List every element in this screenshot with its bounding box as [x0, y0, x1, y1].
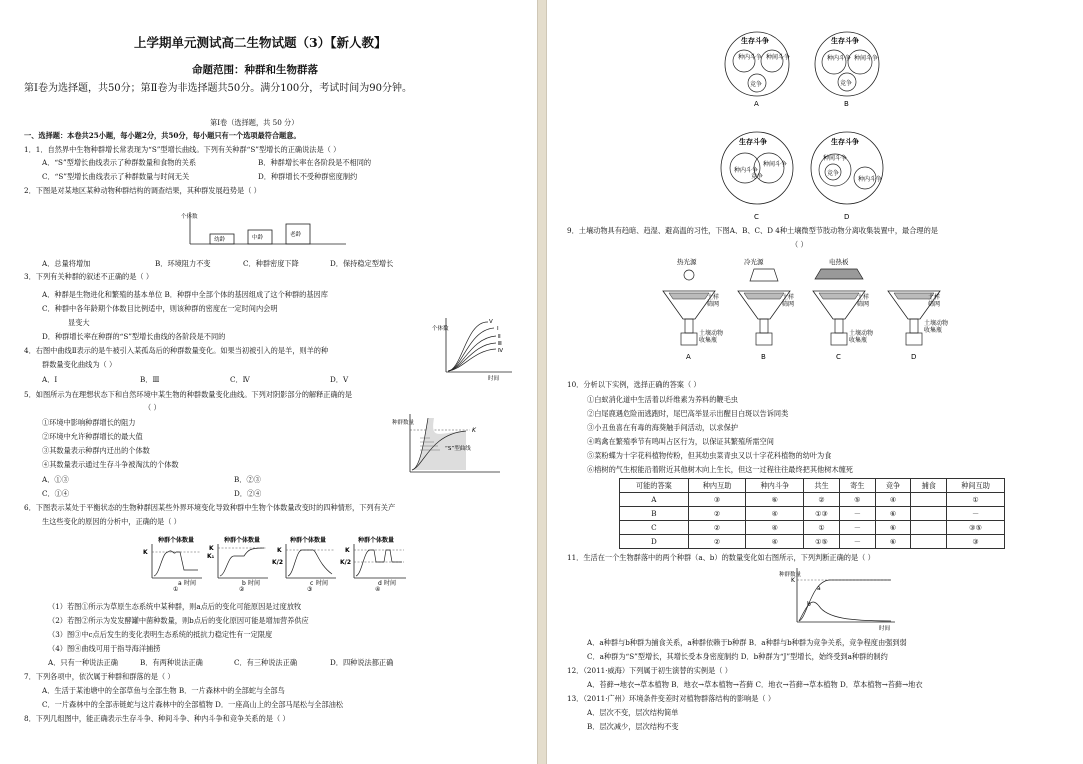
- question-12: 12．（2011·威海）下列属于初生演替的实例是（ ）: [567, 666, 732, 675]
- q6-panel-3: [272, 536, 336, 592]
- table-cell: ②: [804, 493, 840, 507]
- js-y-label: 种群数量: [392, 420, 415, 426]
- svg-text:K/2: K/2: [272, 559, 284, 566]
- question-5: 5．如图所示为在理想状态下和自然环境中某生物的种群数量变化曲线。下列对阴影部分的解释正确的是: [24, 390, 353, 399]
- q6-four-panels: [140, 534, 410, 592]
- question-4: 4．右图中曲线Ⅱ表示的是牛被引入某孤岛后的种群数量变化。如果当初被引入的是羊，则羊的种: [24, 346, 329, 355]
- q3-option-c-cont: 显变大: [68, 318, 90, 327]
- q1-option-c: C．“S”型增长曲线表示了种群数量与时间无关: [42, 172, 190, 181]
- table-cell: ②: [688, 535, 746, 549]
- svg-text:A: A: [686, 353, 691, 361]
- q4-option-b: B．Ⅲ: [140, 375, 160, 384]
- header-cell: 可能的答案: [620, 479, 689, 493]
- svg-text:时间: 时间: [384, 580, 397, 587]
- table-cell: －: [839, 507, 875, 521]
- q6-statement-3: （3）图③中c点后发生的变化表明生态系统的抵抗力稳定性有一定限度: [48, 630, 273, 639]
- topic-scope: 命题范围：种群和生物群落: [192, 64, 318, 76]
- svg-text:土样: 土样: [857, 294, 870, 301]
- q10-example-6: ⑥榕树的气生根能沿着附近其他树木向上生长，但这一过程往往最终把其他树木缠死: [587, 465, 853, 474]
- svg-text:冷光源: 冷光源: [744, 258, 764, 266]
- svg-text:B: B: [844, 100, 849, 108]
- q10-example-4: ④鸣禽在繁殖季节有鸣叫占区行为，以保证其繁殖所需空间: [587, 437, 774, 446]
- mid-label: 中龄: [252, 235, 264, 241]
- svg-text:b: b: [807, 601, 811, 608]
- q5-option-b: B．②③: [234, 475, 261, 484]
- question-7: 7．下列各项中，依次属于种群和群落的是（ ）: [24, 672, 175, 681]
- svg-text:K: K: [791, 577, 795, 584]
- q1-option-a: A．“S”型增长曲线表示了种群数量和食物的关系: [42, 158, 197, 167]
- q3-option-d: D．种群增长率在种群的“S”型增长曲线的各阶段是不同的: [42, 332, 226, 341]
- q11-option-ab: A．a种群与b种群为捕食关系，a种群依赖于b种群 B．a种群与b种群为竞争关系，竞争程度由强到弱: [587, 638, 907, 647]
- svg-text:电热板: 电热板: [829, 258, 849, 266]
- svg-text:生存斗争: 生存斗争: [831, 138, 859, 146]
- table-cell: ②: [688, 507, 746, 521]
- svg-text:种内斗争: 种内斗争: [738, 54, 763, 61]
- q5-statement-4: ④其数量表示通过生存斗争被淘汰的个体数: [42, 460, 179, 469]
- svg-text:种间斗争: 种间斗争: [823, 155, 848, 162]
- venn-c: [721, 132, 793, 221]
- table-cell: ⑥: [875, 521, 911, 535]
- q6-panel-4: [340, 536, 406, 592]
- svg-text:生存斗争: 生存斗争: [741, 37, 769, 45]
- question-4-cont: 群数量变化曲线为（ ）: [42, 360, 117, 369]
- table-cell: ③: [688, 493, 746, 507]
- svg-text:筛网: 筛网: [782, 301, 795, 308]
- svg-text:①: ①: [173, 586, 179, 592]
- funnel-a: [663, 257, 723, 361]
- table-cell: ①⑤: [804, 535, 840, 549]
- header-cell: 种内斗争: [746, 479, 804, 493]
- q10-example-2: ②白尾鹿遇危险而逃跑时，尾巴高举显示出醒目白斑以告诉同类: [587, 409, 789, 418]
- curve-a: [799, 580, 891, 621]
- svg-text:竞争: 竞争: [840, 80, 853, 87]
- venn-d: [811, 132, 883, 221]
- question-8: 8．下列几组图中，能正确表示生存斗争、种间斗争、种内斗争和竞争关系的是（ ）: [24, 714, 290, 723]
- venn-diagrams: [717, 28, 887, 223]
- q2-option-c: C．种群密度下降: [243, 259, 299, 268]
- svg-text:种间斗争: 种间斗争: [766, 54, 791, 61]
- venn-b: [815, 32, 879, 108]
- table-cell: ⑥: [875, 507, 911, 521]
- funnel-apparatus-figure: [659, 255, 959, 363]
- part-one-heading: 第Ⅰ卷（选择题，共 50 分）: [210, 118, 299, 127]
- svg-text:种群个体数量: 种群个体数量: [158, 537, 195, 544]
- svg-text:竞争: 竞争: [750, 81, 763, 88]
- table-cell: [911, 535, 947, 549]
- header-cell: 种间互助: [947, 479, 1005, 493]
- label-iv: Ⅳ: [498, 348, 504, 354]
- question-6-cont: 生这些变化的原因的分析中，正确的是（ ）: [42, 517, 181, 526]
- funnel-c: [813, 257, 873, 361]
- question-9-cont: （ ）: [791, 240, 808, 249]
- page-title: 上学期单元测试高二生物试题（3）【新人教】: [134, 35, 387, 50]
- svg-text:时间: 时间: [248, 580, 261, 587]
- q10-example-5: ⑤菜粉蝶为十字花科植物传粉，但其幼虫菜青虫又以十字花科植物的幼叶为食: [587, 451, 832, 460]
- answer-table-header: [620, 479, 1005, 493]
- svg-text:竞争: 竞争: [827, 170, 840, 177]
- header-cell: 竞争: [875, 479, 911, 493]
- js-k-label: K: [472, 427, 476, 434]
- s-curve-label: “S”型曲线: [445, 446, 471, 452]
- svg-text:D: D: [844, 213, 850, 221]
- funnel-b: [738, 257, 794, 361]
- question-3: 3．下列有关种群的叙述不正确的是（ ）: [24, 272, 154, 281]
- label-i: Ⅰ: [497, 326, 499, 332]
- table-cell: ①: [947, 493, 1005, 507]
- svg-text:竞争: 竞争: [751, 173, 764, 180]
- q5-statement-1: ①环境中影响种群增长的阻力: [42, 418, 136, 427]
- left-page: [0, 0, 538, 764]
- svg-text:时间: 时间: [184, 580, 197, 587]
- svg-text:热光源: 热光源: [677, 258, 697, 266]
- svg-text:④: ④: [375, 586, 381, 592]
- table-cell: －: [947, 507, 1005, 521]
- question-5-cont: （ ）: [144, 403, 161, 412]
- svg-text:筛网: 筛网: [928, 301, 941, 308]
- q6-statement-1: （1）若图①所示为草原生态系统中某种群，则a点后的变化可能原因是过度放牧: [48, 602, 302, 611]
- svg-text:土样: 土样: [782, 294, 795, 301]
- svg-text:土壤动物: 土壤动物: [849, 330, 874, 337]
- j-s-curve-figure: [390, 412, 510, 482]
- q11-option-cd: C．a种群为“S”型增长，其增长受本身密度制约 D．b种群为“J”型增长，始终受到a种群的制约: [587, 652, 888, 661]
- svg-text:b: b: [242, 580, 246, 587]
- header-cell: 共生: [804, 479, 840, 493]
- q6-statement-4: （4）图④曲线可用于指导海洋捕捞: [48, 644, 161, 653]
- q10-example-3: ③小丑鱼喜在有毒的海葵触手间活动，以求保护: [587, 423, 738, 432]
- table-row: [620, 507, 1005, 521]
- shaded-region: [412, 418, 466, 470]
- svg-text:时间: 时间: [316, 580, 329, 587]
- svg-text:C: C: [754, 213, 759, 221]
- table-cell: ④: [746, 521, 804, 535]
- q10-example-1: ①白蚁消化道中生活着以纤维素为养料的鞭毛虫: [587, 395, 738, 404]
- q13-option-b: B．层次减少，层次结构不变: [587, 722, 679, 731]
- q7-option-ab: A．生活于某池塘中的全部草鱼与全部生物 B．一片森林中的全部蛇与全部鸟: [42, 686, 285, 695]
- age-structure-figure: [178, 210, 350, 250]
- q6-option-c: C．有三种说法正确: [234, 658, 298, 667]
- young-label: 幼龄: [214, 237, 226, 243]
- svg-text:收集瓶: 收集瓶: [699, 337, 718, 344]
- curve-b: [799, 602, 891, 621]
- answer-table: [619, 478, 1005, 549]
- table-row: [620, 493, 1005, 507]
- q1-option-d: D．种群增长不受种群密度制约: [258, 172, 358, 181]
- label-iii: Ⅲ: [498, 341, 502, 347]
- q2-option-b: B．环境阻力不变: [155, 259, 211, 268]
- two-pop-y-label: 种群数量: [779, 572, 802, 578]
- question-13: 13．（2011·广州）环境条件变差时对植物群落结构的影响是（ ）: [567, 694, 776, 703]
- svg-text:收集瓶: 收集瓶: [849, 337, 868, 344]
- right-page: [546, 0, 1083, 764]
- table-cell: ②: [688, 521, 746, 535]
- q6-option-a: A．只有一种说法正确: [48, 658, 118, 667]
- table-cell: ①: [804, 521, 840, 535]
- q2-option-d: D．保持稳定型增长: [330, 259, 394, 268]
- q5-option-a: A．①③: [42, 475, 69, 484]
- q5-option-c: C．①④: [42, 489, 70, 498]
- table-cell: C: [620, 521, 689, 535]
- svg-text:时间: 时间: [879, 626, 891, 632]
- venn-a: [725, 32, 790, 108]
- table-cell: ④: [875, 493, 911, 507]
- curves-y-label: 个体数: [432, 326, 449, 332]
- q4-option-c: C．Ⅳ: [230, 375, 250, 384]
- q1-option-b: B．种群增长率在各阶段是不相同的: [258, 158, 372, 167]
- svg-text:种间斗争: 种间斗争: [763, 161, 788, 168]
- svg-text:c: c: [310, 580, 314, 587]
- q5-statement-3: ③其数量表示种群内迁出的个体数: [42, 446, 150, 455]
- q7-option-cd: C．一片森林中的全部赤链蛇与这片森林中的全部植物 D．一座高山上的全部马尾松与全部油松: [42, 700, 344, 709]
- q13-option-a: A．层次不变，层次结构简单: [587, 708, 679, 717]
- svg-text:土壤动物: 土壤动物: [699, 330, 724, 337]
- q2-option-a: A．总量将增加: [42, 259, 91, 268]
- svg-text:土样: 土样: [928, 294, 941, 301]
- two-population-figure: [779, 566, 903, 632]
- table-cell: [911, 493, 947, 507]
- label-v: Ⅴ: [489, 319, 493, 325]
- table-cell: ①③: [804, 507, 840, 521]
- svg-text:a: a: [178, 580, 182, 587]
- q12-options: A．苔藓→地衣→草本植物 B．地衣→草本植物→苔藓 C．地衣→苔藓→草本植物 D．草本植物→苔藓→地衣: [587, 680, 923, 689]
- question-1: 1．1．自然界中生物种群增长常表现为“S”型增长曲线。下列有关种群“S”型增长的正确说法是（ ）: [24, 145, 341, 154]
- question-9: 9．土壤动物具有趋暗、趋湿、避高温的习性，下图A、B、C、D 4种土壤微型节肢动物分离收集装置中，最合理的是: [567, 226, 938, 235]
- svg-text:a: a: [817, 585, 821, 592]
- table-row: [620, 535, 1005, 549]
- curves-x-label: 时间: [488, 376, 500, 382]
- q6-panel-2: [207, 536, 268, 592]
- table-cell: ⑤: [839, 493, 875, 507]
- table-cell: ③⑤: [947, 521, 1005, 535]
- svg-text:生存斗争: 生存斗争: [739, 138, 767, 146]
- exam-intro: 第Ⅰ卷为选择题，共50分；第Ⅱ卷为非选择题共50分。满分100分，考试时间为90分钟。: [24, 83, 413, 94]
- svg-text:收集瓶: 收集瓶: [924, 327, 943, 334]
- svg-text:土样: 土样: [707, 294, 720, 301]
- svg-text:筛网: 筛网: [707, 301, 720, 308]
- old-label: 老龄: [290, 232, 302, 238]
- question-11: 11．生活在一个生物群落中的两个种群（a、b）的数量变化如右图所示，下列判断正确的是（ ）: [567, 553, 875, 562]
- funnel-d: [888, 291, 948, 361]
- svg-text:K₁: K₁: [207, 553, 215, 560]
- svg-text:D: D: [911, 353, 917, 361]
- svg-text:种群个体数量: 种群个体数量: [290, 537, 327, 544]
- table-cell: D: [620, 535, 689, 549]
- header-cell: 种内互助: [688, 479, 746, 493]
- q6-option-b: B．有两种说法正确: [140, 658, 203, 667]
- svg-text:②: ②: [239, 586, 245, 592]
- svg-text:土壤动物: 土壤动物: [924, 320, 949, 327]
- section-heading: 一、选择题：本卷共25小题，每小题2分，共50分，每小题只有一个选项最符合题意。: [24, 131, 301, 140]
- table-cell: －: [839, 535, 875, 549]
- svg-text:种内斗争: 种内斗争: [827, 55, 852, 62]
- svg-text:筛网: 筛网: [857, 301, 870, 308]
- svg-text:种群个体数量: 种群个体数量: [224, 537, 261, 544]
- svg-text:生存斗争: 生存斗争: [831, 37, 859, 45]
- table-cell: [911, 521, 947, 535]
- question-10: 10．分析以下实例，选择正确的答案（ ）: [567, 380, 701, 389]
- header-cell: 捕食: [911, 479, 947, 493]
- population-curves-figure: [432, 316, 522, 382]
- svg-text:K/2: K/2: [340, 559, 352, 566]
- svg-text:K: K: [345, 547, 350, 554]
- svg-text:种间斗争: 种间斗争: [854, 55, 879, 62]
- svg-text:③: ③: [307, 586, 313, 592]
- table-cell: －: [839, 521, 875, 535]
- q5-option-d: D．②④: [234, 489, 262, 498]
- age-y-label: 个体数: [181, 214, 198, 220]
- q3-option-c: C．种群中各年龄期个体数目比例适中，则该种群的密度在一定时间内会明: [42, 304, 278, 313]
- svg-text:K: K: [277, 547, 282, 554]
- svg-text:K: K: [209, 545, 214, 552]
- svg-text:C: C: [836, 353, 841, 361]
- q4-option-a: A．Ⅰ: [42, 375, 58, 384]
- table-cell: B: [620, 507, 689, 521]
- table-cell: ④: [746, 507, 804, 521]
- q6-statement-2: （2）若图②所示为发发酵罐中菌种数量，则b点后的变化原因可能是增加营养供应: [48, 616, 309, 625]
- table-cell: ③: [947, 535, 1005, 549]
- svg-text:d: d: [378, 580, 382, 587]
- svg-text:B: B: [761, 353, 766, 361]
- question-6: 6．下图表示某处于平衡状态的生物种群因某些外界环境变化导致种群中生物个体数量改变时的四种情形，下列有关产: [24, 503, 396, 512]
- label-ii: Ⅱ: [498, 334, 501, 340]
- table-cell: ⑥: [875, 535, 911, 549]
- q5-statement-2: ②环境中允许种群增长的最大值: [42, 432, 143, 441]
- q3-option-ab: A．种群是生物进化和繁殖的基本单位 B．种群中全部个体的基因组成了这个种群的基因库: [42, 290, 328, 299]
- table-cell: [911, 507, 947, 521]
- table-cell: ④: [746, 535, 804, 549]
- q6-panel-1: [143, 536, 202, 592]
- page-gutter: [538, 0, 546, 764]
- q6-option-d: D．四种说法都正确: [330, 658, 394, 667]
- svg-text:种内斗争: 种内斗争: [858, 176, 883, 183]
- table-cell: A: [620, 493, 689, 507]
- svg-text:种内斗争: 种内斗争: [734, 167, 759, 174]
- svg-text:种群个体数量: 种群个体数量: [358, 537, 395, 544]
- svg-text:K: K: [143, 549, 148, 556]
- svg-text:A: A: [754, 100, 759, 108]
- table-row: [620, 521, 1005, 535]
- header-cell: 寄生: [839, 479, 875, 493]
- question-2: 2．下图是对某地区某种动物种群结构的调查结果，其种群发展趋势是（ ）: [24, 186, 261, 195]
- q4-option-d: D．Ⅴ: [330, 375, 349, 384]
- table-cell: ⑥: [746, 493, 804, 507]
